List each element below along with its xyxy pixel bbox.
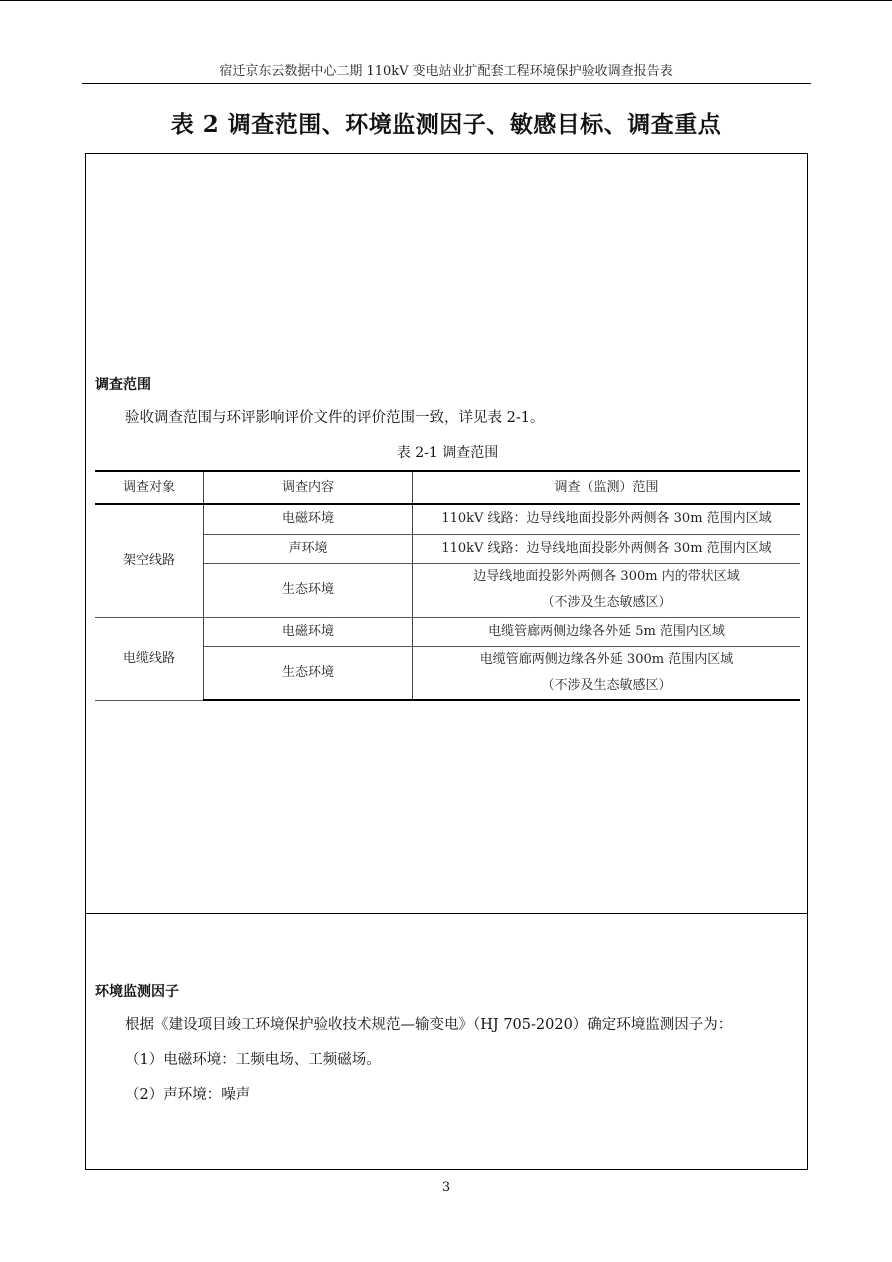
scope-table xyxy=(95,470,800,701)
scope-paragraph: 验收调查范围与环评影响评价文件的评价范围一致，详见表 2-1。 xyxy=(125,410,545,426)
range-line: 边导线地面投影外两侧各 300m 内的带状区域 xyxy=(473,569,740,584)
factors-heading: 环境监测因子 xyxy=(95,984,179,1000)
header-range: 调查（监测）范围 xyxy=(413,471,801,504)
range-note: （不涉及生态敏感区） xyxy=(541,677,672,693)
table-row xyxy=(95,617,800,646)
range-line: 电缆管廊两侧边缘各外延 300m 范围内区域 xyxy=(479,651,734,667)
object-overhead-line: 架空线路 xyxy=(95,504,204,617)
top-border xyxy=(0,0,892,1)
range-cell xyxy=(413,563,801,617)
page-number: 3 xyxy=(441,1180,451,1195)
content-cell: 生态环境 xyxy=(204,563,413,617)
header-rule xyxy=(82,83,811,84)
table-header-row xyxy=(95,471,800,504)
range-cell: 110kV 线路：边导线地面投影外两侧各 30m 范围内区域 xyxy=(413,534,801,563)
range-cell xyxy=(413,646,801,700)
factors-intro: 根据《建设项目竣工环境保护验收技术规范—输变电》（HJ 705-2020）确定环境监测因子为： xyxy=(125,1017,733,1033)
content-cell: 声环境 xyxy=(204,534,413,563)
range-note: （不涉及生态敏感区） xyxy=(541,595,672,610)
running-header: 宿迁京东云数据中心二期 110kV 变电站业扩配套工程环境保护验收调查报告表 xyxy=(219,64,673,79)
content-cell: 电磁环境 xyxy=(204,617,413,646)
content-cell: 生态环境 xyxy=(204,646,413,700)
content-cell: 电磁环境 xyxy=(204,504,413,534)
table-caption: 表 2-1 调查范围 xyxy=(396,445,499,461)
factor-item-acoustic: （2）声环境：噪声 xyxy=(125,1087,251,1103)
object-cable-line: 电缆线路 xyxy=(95,617,204,700)
table-row xyxy=(95,504,800,534)
scope-heading: 调查范围 xyxy=(95,377,151,393)
header-object: 调查对象 xyxy=(95,471,204,504)
factor-item-electromagnetic: （1）电磁环境：工频电场、工频磁场。 xyxy=(125,1052,381,1068)
page-title: 表 2 调查范围、环境监测因子、敏感目标、调查重点 xyxy=(170,111,722,138)
range-cell: 电缆管廊两侧边缘各外延 5m 范围内区域 xyxy=(413,617,801,646)
header-content: 调查内容 xyxy=(204,471,413,504)
factors-section-box xyxy=(85,913,808,1170)
range-cell: 110kV 线路：边导线地面投影外两侧各 30m 范围内区域 xyxy=(413,504,801,534)
